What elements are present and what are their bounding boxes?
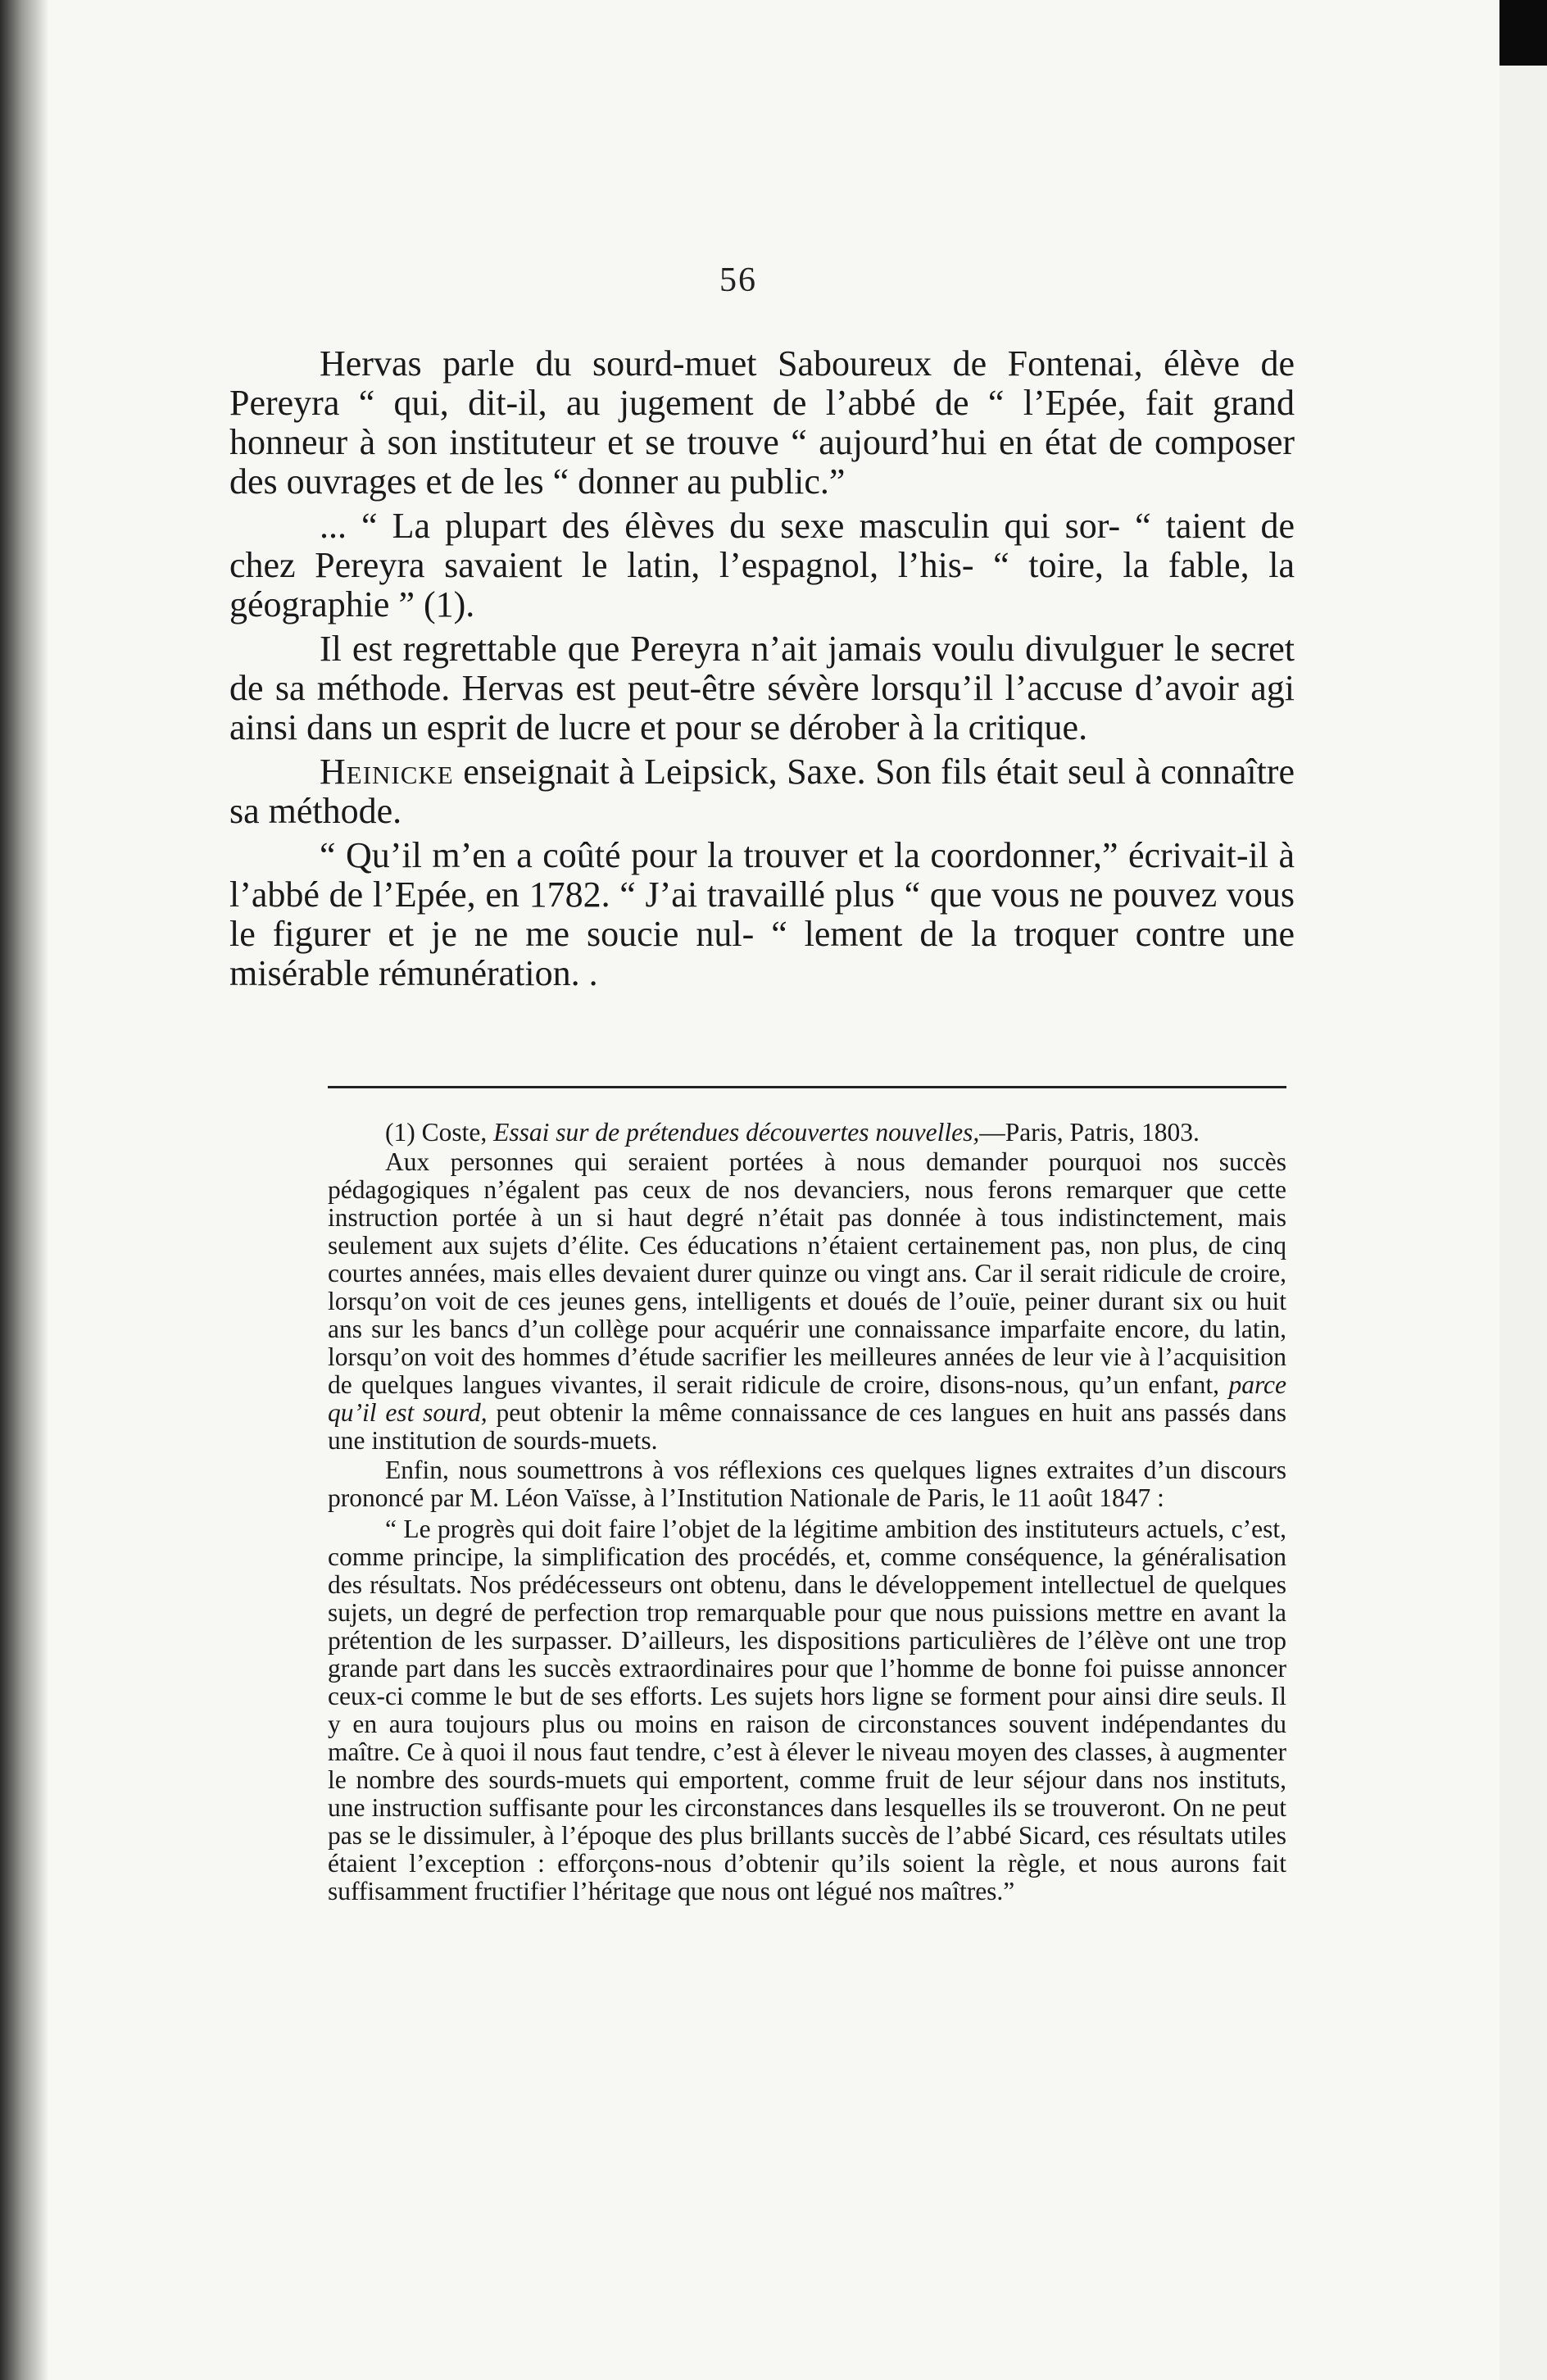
- footnote-paragraph-1: [328, 1148, 1286, 1455]
- facing-page-edge: [1499, 66, 1547, 2380]
- footnote-rule: [328, 1086, 1286, 1088]
- footnote-1: [328, 1119, 1286, 1147]
- main-text: [229, 344, 1295, 998]
- footnote-title: Essai sur de prétendues découvertes nouvelles,: [493, 1118, 980, 1147]
- heinicke-name: Heinicke: [320, 752, 454, 792]
- footnotes: [328, 1119, 1286, 1907]
- heinicke-text: enseignait à Leipsick, Saxe. Son fils était seul à connaître sa méthode.: [229, 752, 1295, 831]
- footnote-paragraph-2: Enfin, nous soumettrons à vos réflexions ces quelques lignes extraites d’un discours prononcé par M. Léon Vaïsse, à l’Institution Nationale de Paris, le 11 août 1847 :: [328, 1456, 1286, 1512]
- footnote-italic-phrase: parce qu’il est sourd,: [328, 1370, 1286, 1427]
- paragraph-quote-pereyra: ... “ La plupart des élèves du sexe masculin qui sor- “ taient de chez Pereyra savaient le latin, l’espagnol, l’his- “ toire, la fable, la géographie ” (1).: [229, 506, 1295, 625]
- footnote-marker: (1) Coste,: [385, 1118, 494, 1147]
- paragraph-heinicke-quote: “ Qu’il m’en a coûté pour la trouver et la coordonner,” écrivait-il à l’abbé de l’Epée, en 1782. “ J’ai travaillé plus “ que vous ne pouvez vous le figurer et je ne me soucie nul- “ lement de la troquer contre une misérable rémunération. .: [229, 835, 1295, 993]
- footnote-paragraph-3: “ Le progrès qui doit faire l’objet de la légitime ambition des instituteurs actuels, c’est, comme principe, la simplification des procédés, et, comme conséquence, la généralisation des résultats. Nos prédécesseurs ont obtenu, dans le développement intellectuel de quelques sujets, un degré de perfection trop remarquable pour que nous puissions mettre en avant la prétention de les surpasser. D’ailleurs, les dispositions particulières de l’élève ont une trop grande part dans les succès extraordinaires pour que l’homme de bonne foi puisse annoncer ceux-ci comme le but de ses efforts. Les sujets hors ligne se forment pour ainsi dire seuls. Il y en aura toujours plus ou moins en raison de circonstances souvent indépendantes du maître. Ce à quoi il nous faut tendre, c’est à élever le niveau moyen des classes, à augmenter le nombre des sourds-muets qui emportent, comme fruit de leur séjour dans nos instituts, une instruction suffisante pour les circonstances dans lesquelles ils se trouveront. On ne peut pas se le dissimuler, à l’époque des plus brillants succès de l’abbé Sicard, ces résultats utiles étaient l’exception : efforçons-nous d’obtenir qu’ils soient la règle, et nous aurons fait suffisamment fructifier l’héritage que nous ont légué nos maîtres.”: [328, 1515, 1286, 1905]
- page-number: 56: [719, 261, 757, 299]
- footnote-paragraph-1b: peut obtenir la même connaissance de ces langues en huit ans passés dans une institution de sourds-muets.: [328, 1398, 1286, 1455]
- footnote-paragraph-1a: Aux personnes qui seraient portées à nous demander pourquoi nos succès pédagogiques n’égalent pas ceux de nos devanciers, nous ferons remarquer que cette instruction portée à un si haut degré n’était pas donnée à tous indistinctement, mais seulement aux sujets d’élite. Ces éducations n’étaient certainement pas, non plus, de cinq courtes années, mais elles devaient durer quinze ou vingt ans. Car il serait ridicule de croire, lorsqu’on voit de ces jeunes gens, intelligents et doués de l’ouïe, peiner durant six ou huit ans sur les bancs d’un collège pour acquérir une connaissance imparfaite encore, du latin, lorsqu’on voit des hommes d’étude sacrifier les meilleures années de leur vie à l’acquisition de quelques langues vivantes, il serait ridicule de croire, disons-nous, qu’un enfant,: [328, 1147, 1286, 1399]
- gutter-shadow: [0, 0, 49, 2380]
- paragraph-hervas: Hervas parle du sourd-muet Saboureux de Fontenai, élève de Pereyra “ qui, dit-il, au jugement de l’abbé de “ l’Epée, fait grand honneur à son instituteur et se trouve “ aujourd’hui en état de composer des ouvrages et de les “ donner au public.”: [229, 343, 1295, 502]
- paragraph-regrettable: Il est regrettable que Pereyra n’ait jamais voulu divulguer le secret de sa méthode. Hervas est peut-être sévère lorsqu’il l’accuse d’avoir agi ainsi dans un esprit de lucre et pour se dérober à la critique.: [229, 629, 1295, 747]
- paragraph-heinicke: [229, 752, 1295, 831]
- footnote-publisher: —Paris, Patris, 1803.: [979, 1118, 1200, 1147]
